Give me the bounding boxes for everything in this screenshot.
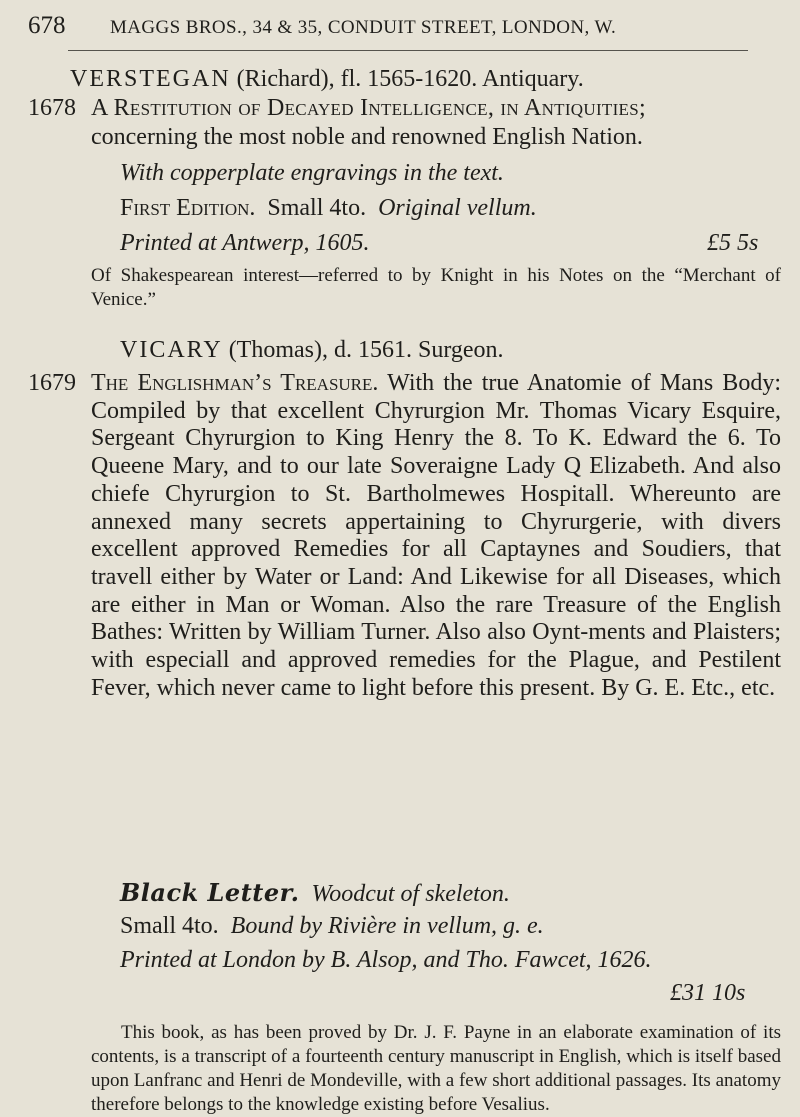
- binding: Original vellum.: [378, 195, 537, 221]
- binding: Bound by Rivière in vellum, g. e.: [230, 913, 544, 939]
- author-details: (Richard), fl. 1565-1620. Antiquary.: [236, 66, 584, 92]
- author-heading: [70, 66, 584, 93]
- book-title-and-description: [91, 370, 781, 702]
- book-title-continued: concerning the most noble and renowned English Nation.: [91, 124, 643, 150]
- author-heading: [120, 337, 504, 364]
- bibliographic-note: Of Shakespearean interest—referred to by Knight in his Notes on the “Merchant of Venice.”: [91, 265, 781, 310]
- format: Small 4to.: [267, 195, 367, 221]
- imprint: Printed at London by B. Alsop, and Tho. Fawcet, 1626.: [120, 947, 652, 973]
- book-title: The Englishman’s Treasure.: [91, 370, 379, 396]
- format-binding: [120, 913, 544, 940]
- book-title: A Restitution of Decayed Intelligence, in Antiquities;: [91, 95, 646, 121]
- edition-format-binding: [120, 195, 537, 222]
- imprint: Printed at Antwerp, 1605.: [120, 230, 370, 256]
- illustrations: Woodcut of skeleton.: [311, 881, 510, 907]
- author-surname: VERSTEGAN: [70, 66, 231, 92]
- illustrations: With copperplate engravings in the text.: [120, 160, 504, 186]
- header-rule: [68, 50, 748, 51]
- page-number: 678: [28, 12, 66, 39]
- running-title: MAGGS BROS., 34 & 35, CONDUIT STREET, LONDON, W.: [110, 17, 617, 38]
- edition: First Edition.: [120, 195, 256, 221]
- black-letter: Black Letter.: [120, 878, 300, 907]
- price: £31 10s: [670, 980, 746, 1006]
- running-head: [28, 8, 788, 42]
- title-description: With the true Anatomie of Mans Body: Compiled by that excellent Chyrurgion Mr. Thomas Vicary Esquire, Sergeant Chyrurgion to King Henry the 8. To K. Edward the 6. To Queene Mary, and to our late Soveraigne Lady Q Elizabeth. And also chiefe Chyrurgion to St. Bartholmewes Hospitall. Whereunto are annexed many secrets appertaining to Chyrurgerie, with divers excellent approved Remedies for all Captaynes and Soudiers, that travell either by Water or Land: And Likewise for all Diseases, which are either in Man or Woman. Also the rare Treasure of the English Bathes: Written by William Turner. Also also Oynt-ments and Plaisters; with especiall and approved remedies for the Plague, and Pestilent Fever, which never came to light before this present. By G. E. Etc., etc.: [91, 370, 781, 701]
- letter-illustrations: [120, 878, 510, 908]
- lot-number: 1678: [28, 95, 76, 121]
- format: Small 4to.: [120, 913, 219, 939]
- author-surname: VICARY: [120, 337, 223, 363]
- price: £5 5s: [707, 230, 759, 256]
- bibliographic-note: This book, as has been proved by Dr. J. F. Payne in an elaborate examination of its contents, is a transcript of a fourteenth century manuscript in English, which is itself based upon Lanfranc and Henri de Mondeville, with a few short additional passages. Its anatomy therefore belongs to the knowledge existing before Vesalius.: [91, 1022, 781, 1115]
- lot-number: 1679: [28, 370, 76, 396]
- author-details: (Thomas), d. 1561. Surgeon.: [228, 337, 504, 363]
